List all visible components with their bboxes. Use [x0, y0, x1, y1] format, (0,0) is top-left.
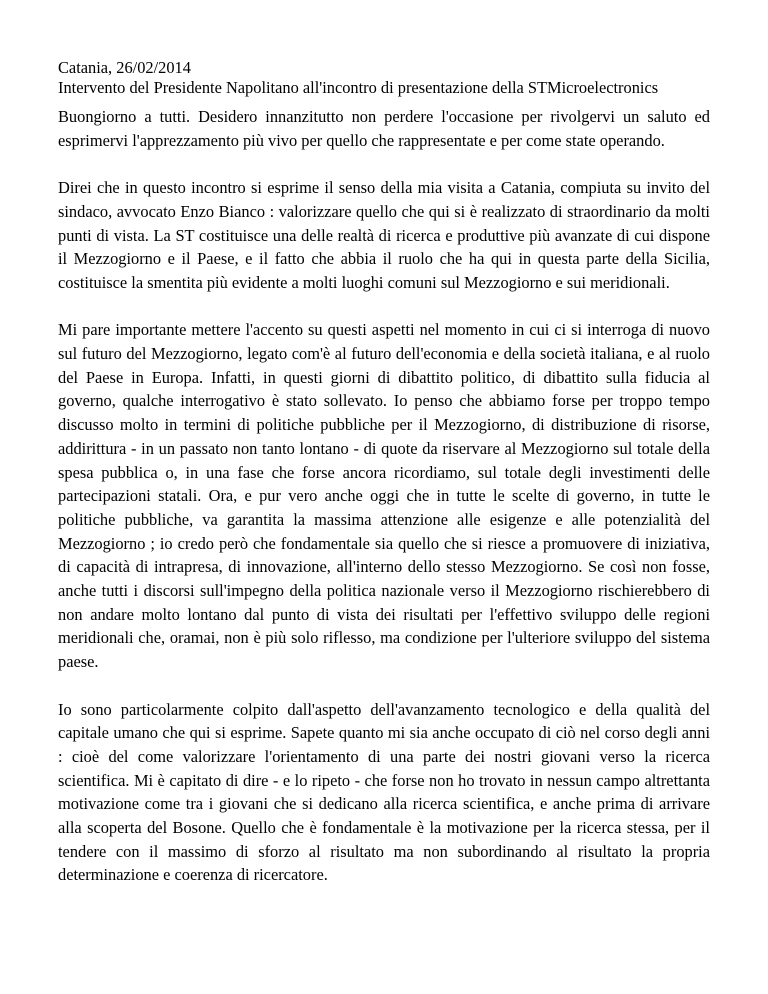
paragraph-3: Mi pare importante mettere l'accento su questi aspetti nel momento in cui ci si interroga di nuovo sul futuro del Mezzogiorno, legato com'è al futuro dell'economia e della società italiana, e al ruolo del Paese in Europa. Infatti, in questi giorni di dibattito politico, di dibattito sulla fiducia al governo, qualche interrogativo è stato sollevato. Io penso che abbiamo forse per troppo tempo discusso molto in termini di politiche pubbliche per il Mezzogiorno, di distribuzione di risorse, addirittura - in un passato non tanto lontano - di quote da riservare al Mezzogiorno sul totale della spesa pubblica o, in una fase che forse ancora ricordiamo, sul totale degli investimenti delle partecipazioni statali. Ora, e pur vero anche oggi che in tutte le scelte di governo, in tutte le politiche pubbliche, va garantita la massima attenzione alle esigenze e alle potenzialità del Mezzogiorno ; io credo però che fondamentale sia quello che si riesce a promuovere di iniziativa, di capacità di intrapresa, di innovazione, all'interno dello stesso Mezzogiorno. Se così non fosse, anche tutti i discorsi sull'impegno della politica nazionale verso il Mezzogiorno rischierebbero di non andare molto lontano dal punto di vista dei risultati per l'effettivo sviluppo delle regioni meridionali che, oramai, non è più solo riflesso, ma condizione per l'ulteriore sviluppo del sistema paese.	[58, 320, 710, 672]
place-date: Catania, 26/02/2014	[58, 58, 191, 77]
paragraph-4: Io sono particolarmente colpito dall'aspetto dell'avanzamento tecnologico e della qualità del capitale umano che qui si esprime. Sapete quanto mi sia anche occupato di ciò nel corso degli anni : cioè del come valorizzare l'orientamento di una parte dei nostri giovani verso la ricerca scientifica. Mi è capitato di dire - e lo ripeto - che forse non ho trovato in nessun campo altrettanta motivazione come tra i giovani che si dedicano alla ricerca scientifica, e anche prima di arrivare alla scoperta del Bosone. Quello che è fondamentale è la motivazione per la ricerca stessa, per il tendere con il massimo di sforzo al risultato ma non subordinando al risultato la propria determinazione e coerenza di ricercatore.	[58, 699, 710, 885]
document-body	[58, 105, 710, 887]
document-header	[58, 58, 710, 98]
paragraph-1: Buongiorno a tutti. Desidero innanzitutto non perdere l'occasione per rivolgervi un saluto ed esprimervi l'apprezzamento più vivo per quello che rappresentate e per come state operando.	[58, 107, 710, 150]
document-title	[58, 78, 710, 98]
document-page	[58, 58, 710, 887]
document-title-text: Intervento del Presidente Napolitano all'incontro di presentazione della STMicroelectronics	[58, 78, 659, 97]
paragraph-2: Direi che in questo incontro si esprime il senso della mia visita a Catania, compiuta su invito del sindaco, avvocato Enzo Bianco : valorizzare quello che qui si è realizzato di straordinario da molti punti di vista. La ST costituisce una delle realtà di ricerca e produttive più avanzate di cui dispone il Mezzogiorno e il Paese, e il fatto che abbia il ruolo che ha qui in questa parte della Sicilia, costituisce la smentita più evidente a molti luoghi comuni sul Mezzogiorno e sui meridionali.	[58, 178, 710, 292]
